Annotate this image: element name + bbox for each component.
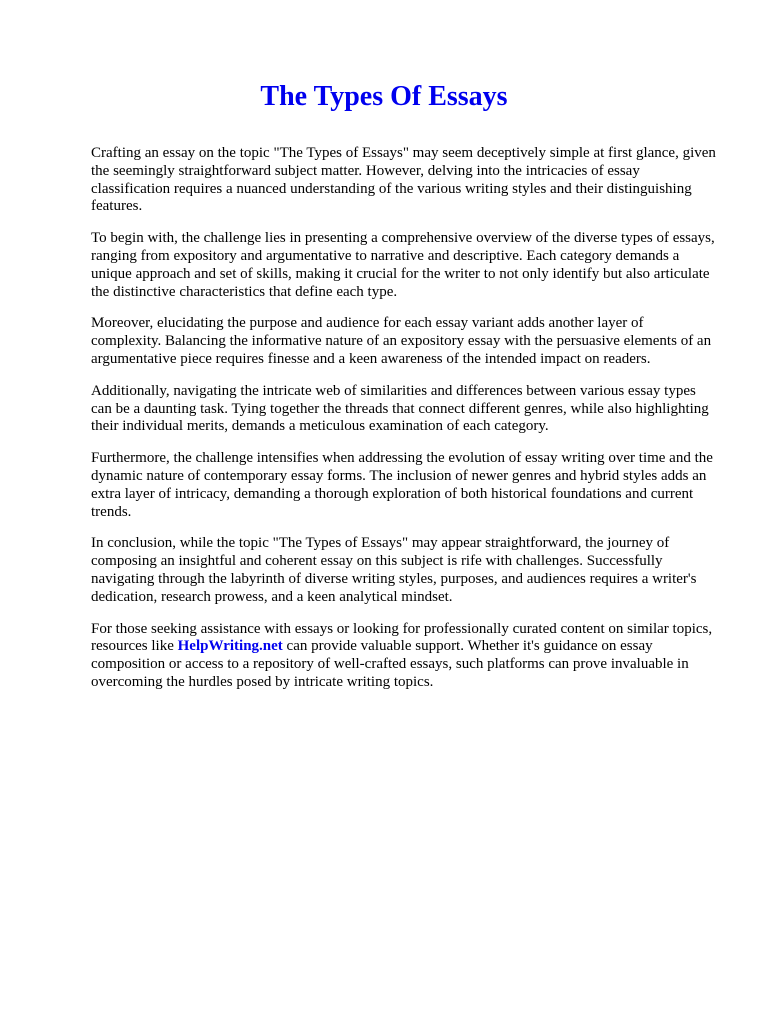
page-title: The Types Of Essays — [260, 81, 508, 112]
paragraph-7-before-link: For those seeking assistance with essays or looking for professionally curated content on similar topics, resources like — [91, 620, 713, 655]
paragraph-1: Crafting an essay on the topic "The Types of Essays" may seem deceptively simple at first glance, given the seemingly straightforward subject matter. However, delving into the intricacies of essay classification requires a nuanced understanding of the various writing styles and their distinguishing features. — [91, 145, 716, 215]
paragraph-2: To begin with, the challenge lies in presenting a comprehensive overview of the diverse types of essays, ranging from expository and argumentative to narrative and descriptive. Each category demands a unique approach and set of skills, making it crucial for the writer to not only identify but also articulate the distinctive characteristics that define each type. — [91, 230, 715, 300]
essay-body — [91, 145, 717, 706]
paragraph-4: Additionally, navigating the intricate web of similarities and differences between various essay types can be a daunting task. Tying together the threads that connect different genres, while also highlighting their individual merits, demands a meticulous examination of each category. — [91, 382, 709, 435]
paragraph-7-after-link: can provide valuable support. Whether it's guidance on essay composition or access to a repository of well-crafted essays, such platforms can prove invaluable in overcoming the hurdles posed by intricate writing topics. — [91, 638, 689, 690]
paragraph-5: Furthermore, the challenge intensifies when addressing the evolution of essay writing over time and the dynamic nature of contemporary essay forms. The inclusion of newer genres and hybrid styles adds an extra layer of intricacy, demanding a thorough exploration of both historical foundations and current trends. — [91, 450, 713, 520]
paragraph-7 — [91, 621, 717, 692]
paragraph-6: In conclusion, while the topic "The Types of Essays" may appear straightforward, the journey of composing an insightful and coherent essay on this subject is rife with challenges. Successfully navigating through the labyrinth of diverse writing styles, purposes, and audiences requires a writer's dedication, research prowess, and a keen analytical mindset. — [91, 535, 697, 605]
paragraph-3: Moreover, elucidating the purpose and audience for each essay variant adds another layer of complexity. Balancing the informative nature of an expository essay with the persuasive elements of an argumentative piece requires finesse and a keen awareness of the intended impact on readers. — [91, 315, 712, 367]
helpwriting-link[interactable]: HelpWriting.net — [177, 638, 283, 655]
